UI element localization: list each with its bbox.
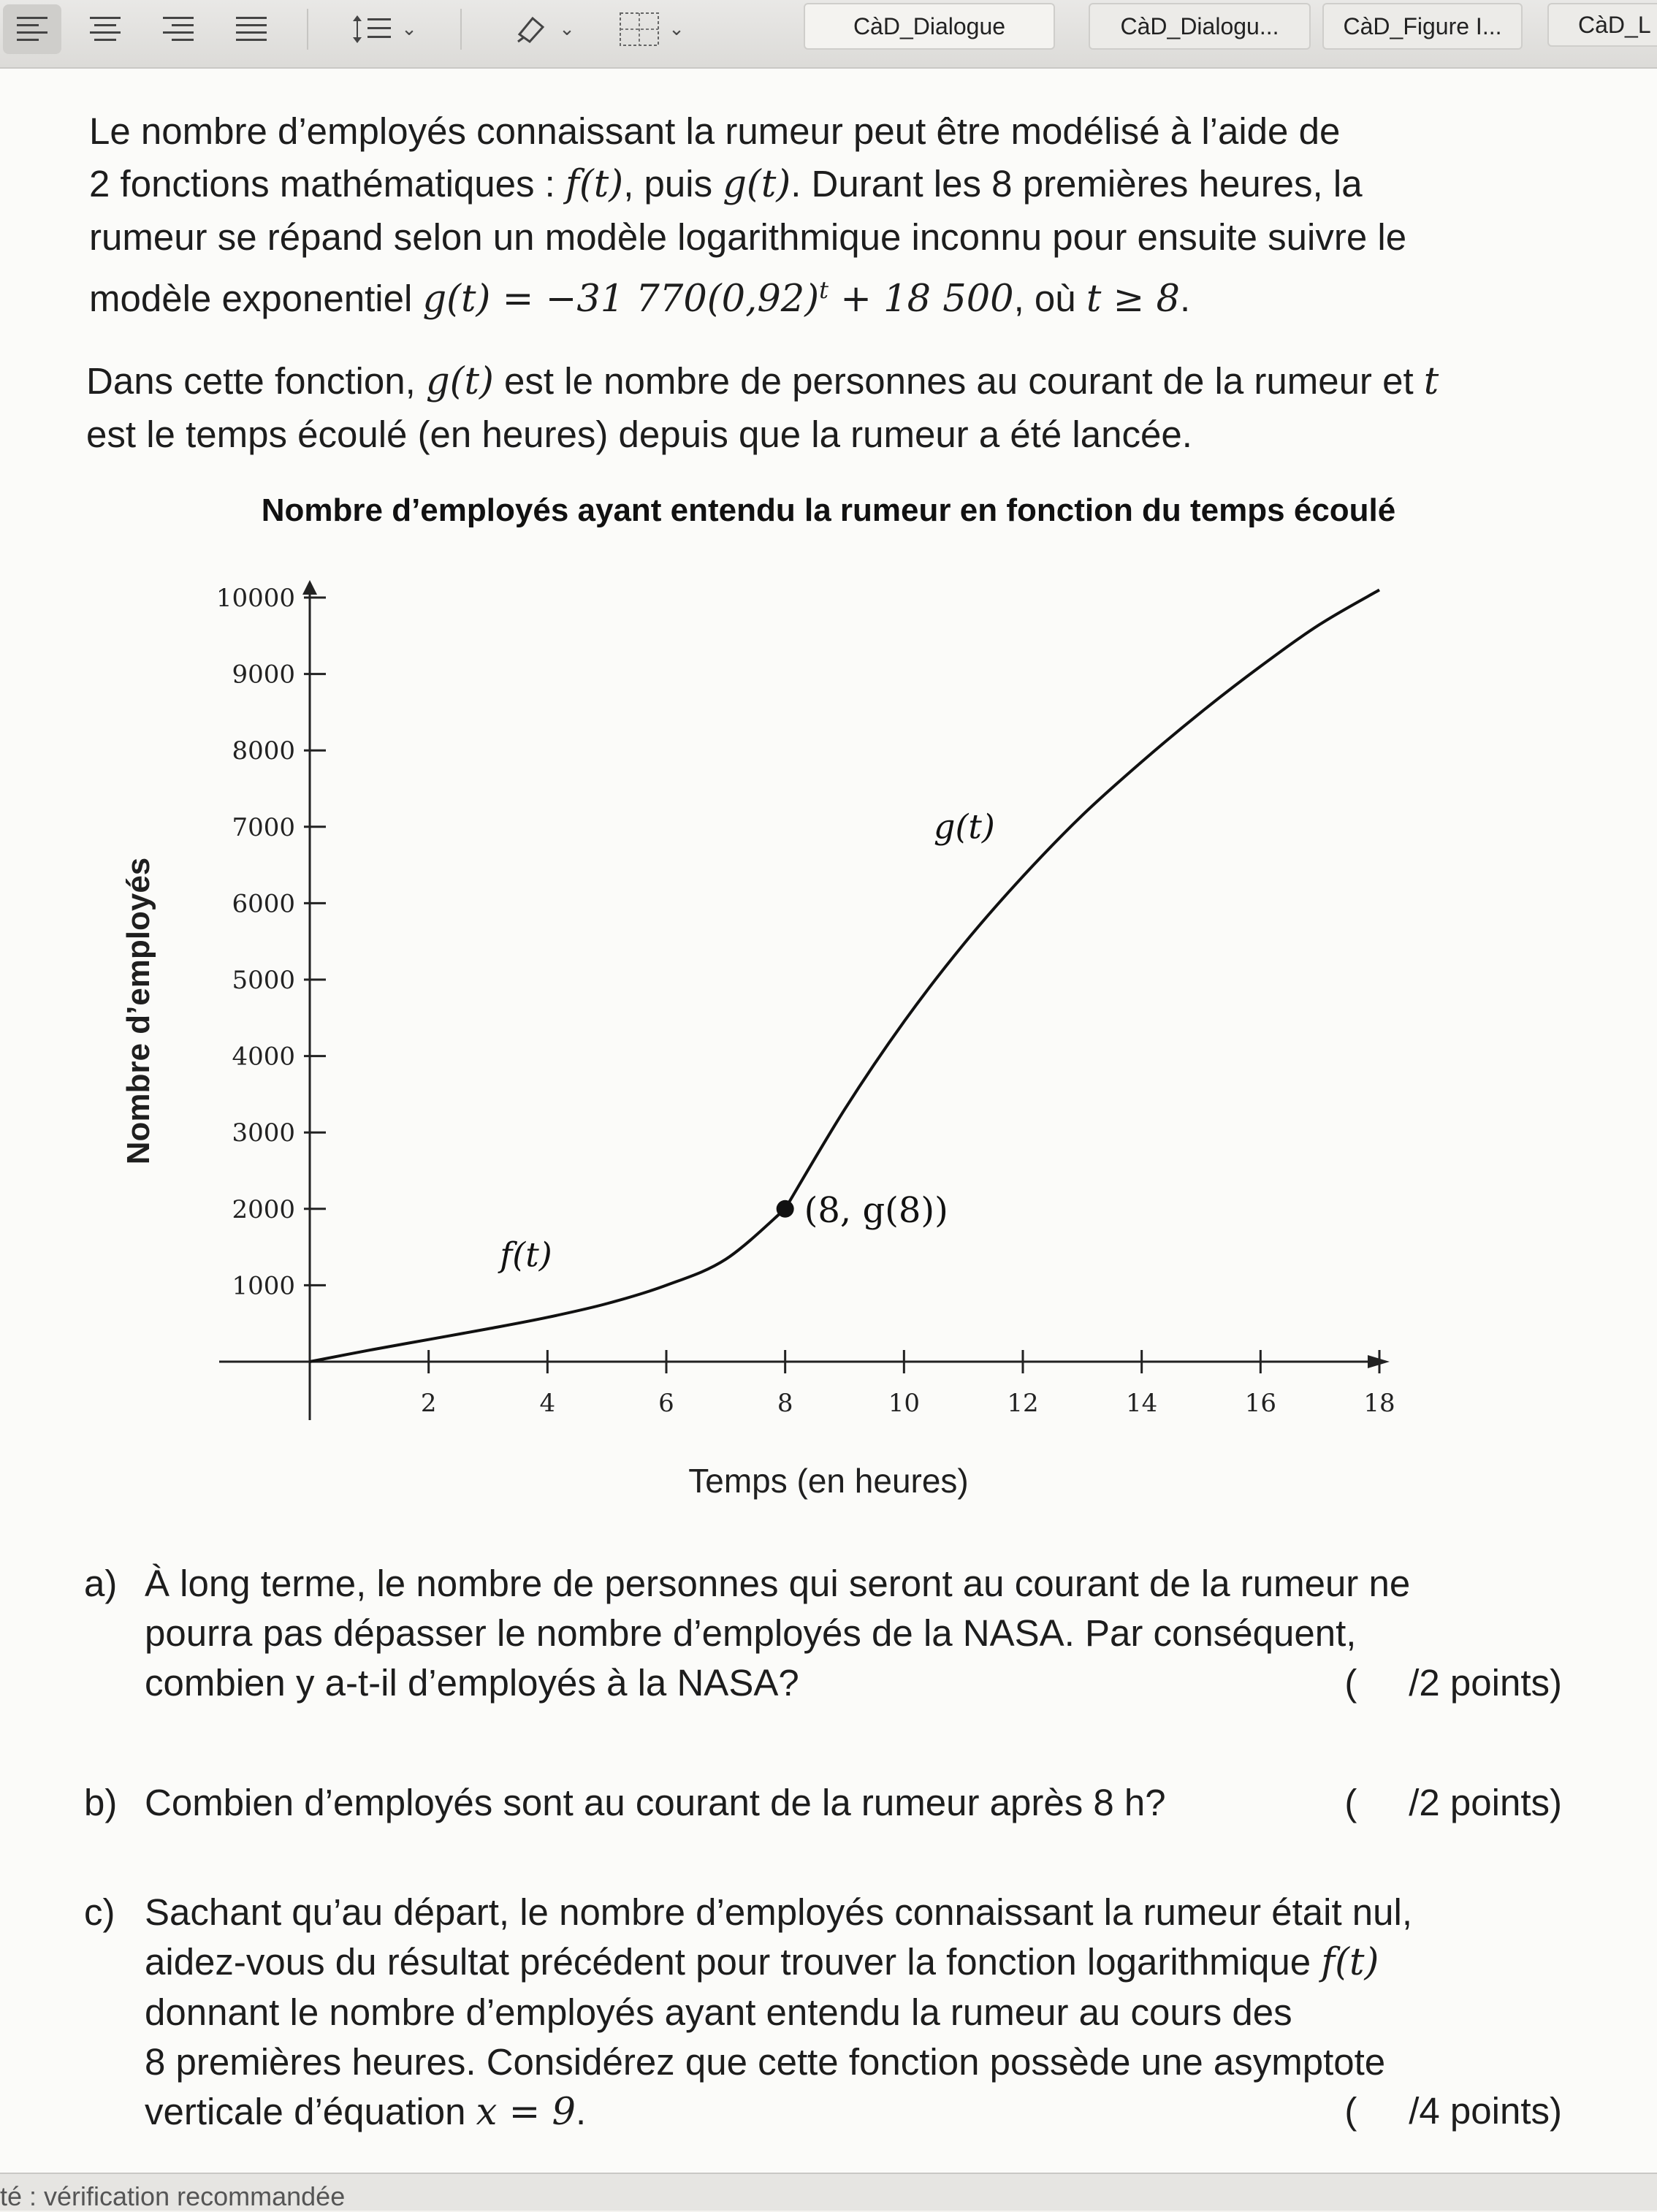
asymptote-equation: x = 9 [476, 2091, 576, 2134]
question-line: À long terme, le nombre de personnes qui seront au courant de la rumeur ne [145, 1563, 1411, 1604]
align-left-button[interactable] [3, 4, 61, 54]
align-center-icon [88, 14, 122, 45]
formula-g-constant: + 18 500 [828, 278, 1014, 321]
document-tab[interactable]: CàD_Figure I... [1322, 3, 1523, 50]
intro-line: , où [1013, 278, 1086, 319]
question-text [145, 1559, 1518, 1708]
series-label-g: g(t) [934, 806, 995, 847]
definition-line: Dans cette fonction, [86, 360, 426, 402]
question-a [0, 1559, 1657, 1720]
y-tick-label: 6000 [232, 889, 295, 919]
data-point [777, 1200, 794, 1218]
intro-line: modèle exponentiel [89, 278, 423, 319]
question-text [145, 1778, 1518, 1828]
question-line: donnant le nombre d’employés ayant entendu la rumeur au cours des [145, 1991, 1292, 2033]
question-letter: a) [84, 1563, 118, 1604]
y-axis-label: Nombre d’employés [121, 857, 156, 1165]
series-label-f: f(t) [500, 1235, 552, 1275]
chart-title: Nombre d’employés ayant entendu la rumeur en fonction du temps écoulé [261, 492, 1396, 528]
y-tick-label: 4000 [232, 1042, 295, 1072]
question-text [145, 1888, 1518, 2137]
series-line-g [785, 590, 1379, 1209]
question-b [0, 1778, 1657, 1837]
question-line: combien y a-t-il d’employés à la NASA? [145, 1662, 799, 1704]
document-page [0, 69, 1657, 2173]
line-spacing-icon [350, 12, 394, 46]
question-line: pourra pas dépasser le nombre d’employés de la NASA. Par conséquent, [145, 1612, 1357, 1654]
x-tick-label: 4 [539, 1389, 556, 1418]
y-tick-label: 5000 [232, 966, 295, 995]
x-tick-label: 6 [658, 1389, 674, 1418]
question-line: verticale d’équation [145, 2091, 476, 2132]
question-c [0, 1888, 1657, 2151]
align-left-icon [15, 14, 49, 45]
status-text: té : vérification recommandée [0, 2181, 346, 2211]
formula-g: g(t) = −31 770(0,92) [422, 278, 820, 321]
function-f: f(t) [565, 163, 624, 206]
line-spacing-button[interactable] [336, 4, 431, 54]
data-point-label: (8, g(8)) [804, 1189, 948, 1231]
align-justify-icon [235, 14, 268, 45]
y-tick-label: 7000 [232, 812, 295, 842]
question-line: aidez-vous du résultat précédent pour trouver la fonction logarithmique [145, 1941, 1322, 1983]
borders-icon [617, 10, 661, 48]
x-tick-label: 12 [1007, 1389, 1039, 1418]
question-line: Sachant qu’au départ, le nombre d’employés connaissant la rumeur était nul, [145, 1891, 1413, 1933]
intro-line: . [1179, 278, 1191, 319]
function-g: g(t) [425, 360, 494, 403]
toolbar [0, 0, 1657, 69]
intro-line: . Durant les 8 premières heures, la [791, 163, 1363, 205]
points-box: ( /2 points) [1344, 1662, 1562, 1704]
x-tick-label: 14 [1126, 1389, 1158, 1418]
status-bar [0, 2173, 1657, 2211]
align-justify-button[interactable] [222, 4, 281, 54]
x-axis-label: Temps (en heures) [688, 1462, 969, 1500]
toolbar-separator [307, 9, 308, 50]
x-tick-label: 16 [1244, 1389, 1276, 1418]
x-tick-label: 8 [777, 1389, 793, 1418]
question-letter: b) [84, 1782, 118, 1823]
intro-line: 2 fonctions mathématiques : [89, 163, 566, 205]
points-box: ( /4 points) [1344, 2090, 1562, 2132]
domain-condition: t ≥ 8 [1086, 278, 1180, 321]
highlight-button[interactable] [497, 4, 592, 54]
function-f: f(t) [1321, 1941, 1379, 1984]
toolbar-separator [460, 9, 462, 50]
chart [0, 69, 1657, 2173]
definition-line: est le temps écoulé (en heures) depuis que la rumeur a été lancée. [86, 413, 1192, 455]
y-tick-label: 10000 [216, 584, 295, 613]
chevron-down-icon: ⌄ [668, 18, 685, 40]
question-line: . [576, 2091, 587, 2132]
align-center-button[interactable] [76, 4, 134, 54]
document-tab[interactable]: CàD_Dialogue [804, 3, 1055, 50]
document-tab[interactable]: CàD_Dialogu... [1089, 3, 1311, 50]
formula-exponent: t [819, 276, 828, 304]
variable-t: t [1423, 360, 1439, 403]
question-letter: c) [84, 1891, 115, 1933]
align-right-button[interactable] [149, 4, 207, 54]
chevron-down-icon: ⌄ [401, 18, 417, 40]
borders-button[interactable] [603, 4, 698, 54]
y-axis-arrow [302, 580, 317, 595]
y-tick-label: 2000 [232, 1194, 295, 1224]
function-g: g(t) [723, 163, 791, 206]
intro-line: rumeur se répand selon un modèle logarithmique inconnu pour ensuite suivre le [89, 216, 1407, 258]
align-right-icon [161, 14, 195, 45]
intro-line: , puis [623, 163, 723, 205]
question-line: 8 premières heures. Considérez que cette fonction possède une asymptote [145, 2041, 1386, 2083]
x-tick-label: 10 [888, 1389, 920, 1418]
y-tick-label: 8000 [232, 736, 295, 766]
intro-line: Le nombre d’employés connaissant la rumeur peut être modélisé à l’aide de [89, 110, 1341, 152]
x-tick-label: 18 [1363, 1389, 1395, 1418]
document-tab[interactable]: CàD_L [1547, 3, 1657, 47]
definition-line: est le nombre de personnes au courant de la rumeur et [493, 360, 1424, 402]
highlight-icon [514, 12, 552, 46]
question-line: Combien d’employés sont au courant de la rumeur après 8 h? [145, 1782, 1166, 1823]
y-tick-label: 3000 [232, 1118, 295, 1148]
points-box: ( /2 points) [1344, 1782, 1562, 1823]
y-tick-label: 9000 [232, 660, 295, 690]
chevron-down-icon: ⌄ [559, 18, 575, 40]
series-line-f [310, 1209, 785, 1362]
x-tick-label: 2 [420, 1389, 437, 1418]
y-tick-label: 1000 [232, 1271, 295, 1301]
